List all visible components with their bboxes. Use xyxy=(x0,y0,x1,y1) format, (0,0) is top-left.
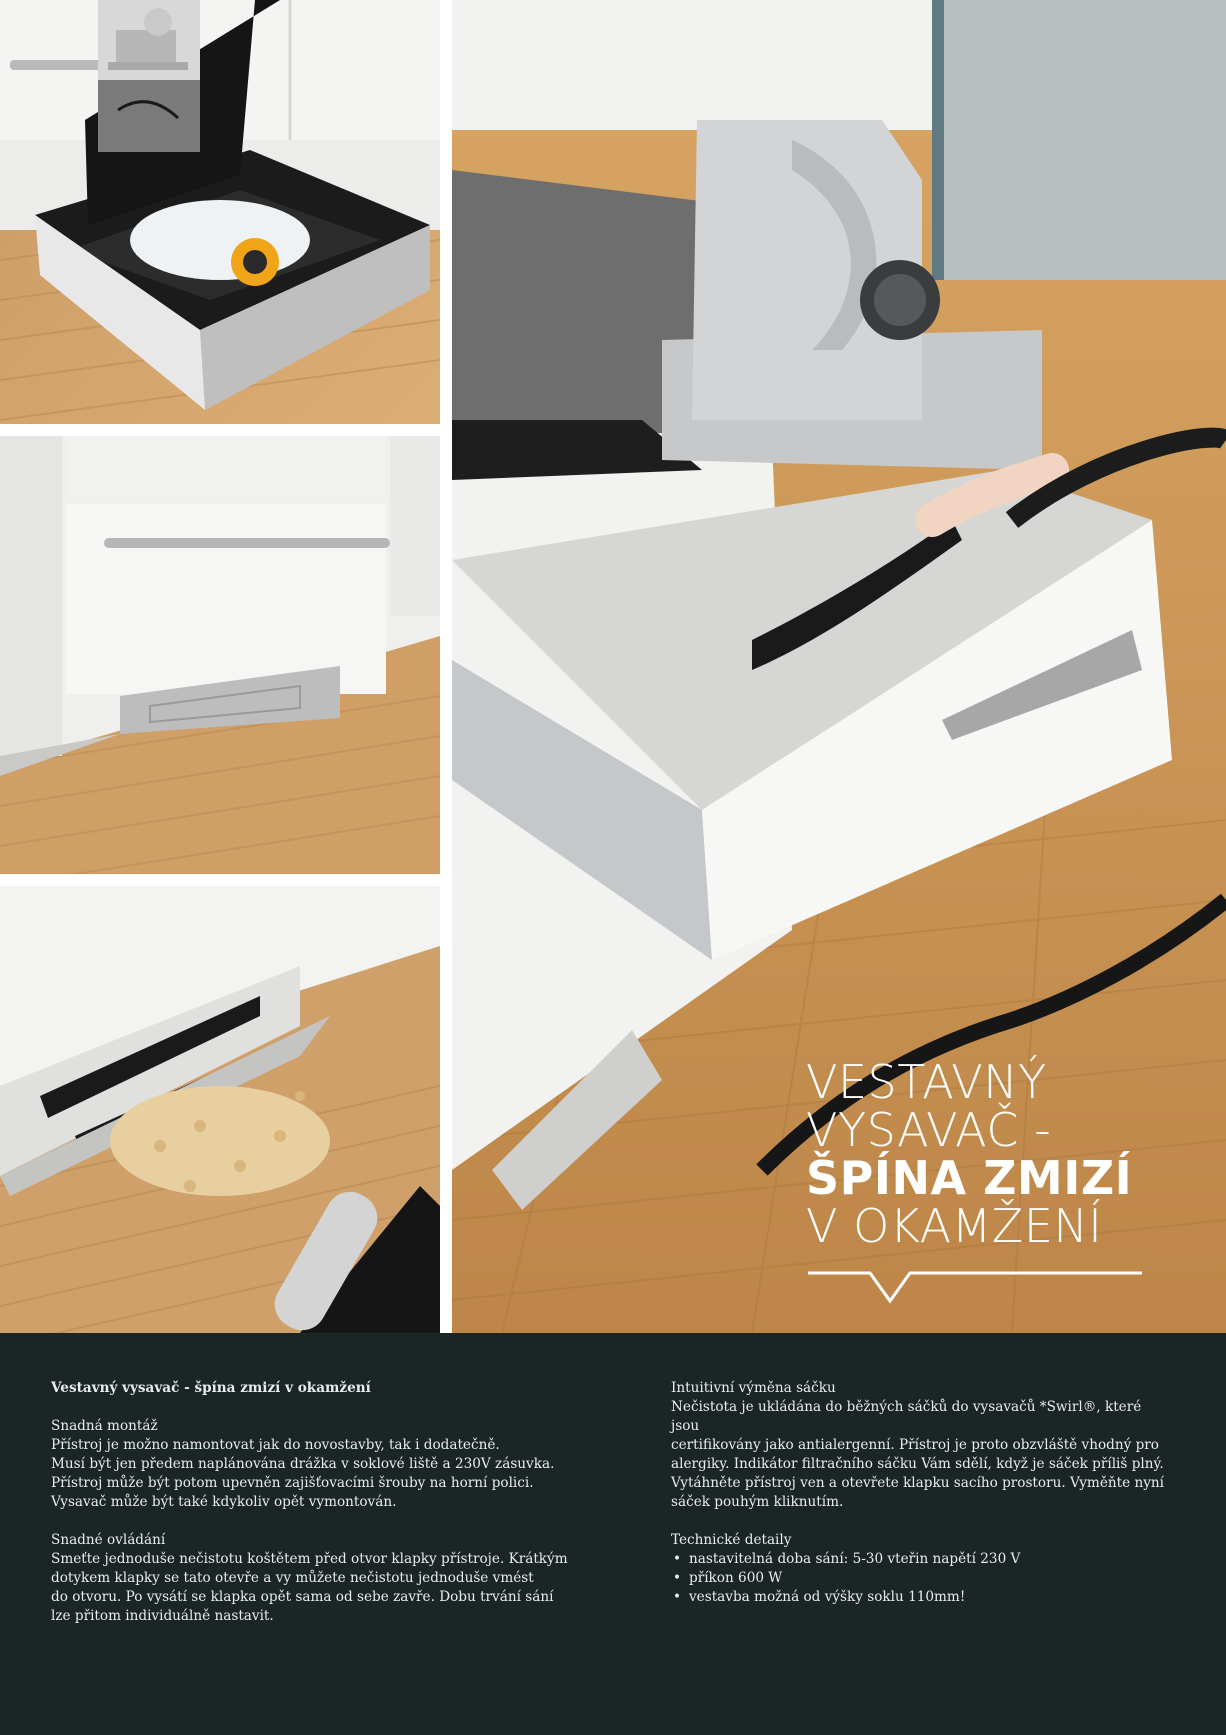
control-line: do otvoru. Po vysátí se klapka opět sama od sebe zavře. Dobu trvání sání xyxy=(51,1589,554,1605)
section-heading-control: Snadné ovládání xyxy=(51,1532,166,1548)
tech-details-list xyxy=(671,1550,1171,1607)
text-column-right xyxy=(671,1379,1171,1607)
photo-toe-kick-drawer xyxy=(0,0,440,424)
bag-line: sáček pouhým kliknutím. xyxy=(671,1494,844,1510)
text-panel xyxy=(0,1333,1226,1735)
mounting-line: Vysavač může být také kdykoliv opět vymontován. xyxy=(51,1494,397,1510)
control-line: Smeťte jednoduše nečistotu koštětem před otvor klapky přístroje. Krátkým xyxy=(51,1551,568,1567)
control-line: dotykem klapky se tato otevře a vy můžete nečistotu jednoduše vmést xyxy=(51,1570,534,1586)
headline xyxy=(806,1055,1146,1253)
section-body-control xyxy=(51,1550,571,1626)
inset-photo-slicer xyxy=(98,0,200,152)
mounting-line: Přístroj je možno namontovat jak do novostavby, tak i dodatečně. xyxy=(51,1437,500,1453)
mounting-line: Přístroj může být potom upevněn zajišťovacími šrouby na horní polici. xyxy=(51,1475,534,1491)
control-line: lze přitom individuálně nastavit. xyxy=(51,1608,274,1624)
section-body-bag xyxy=(671,1398,1171,1512)
section-heading-mounting: Snadná montáž xyxy=(51,1418,158,1434)
bag-line: certifikovány jako antialergenní. Přístroj je proto obzvláště vhodný pro xyxy=(671,1437,1159,1453)
section-heading-tech: Technické detaily xyxy=(671,1532,792,1548)
bag-line: Vytáhněte přístroj ven a otevřete klapku sacího prostoru. Vyměňte nyní xyxy=(671,1475,1164,1491)
headline-line-2: VYSAVAČ - xyxy=(806,1103,1052,1157)
photo-sweeping-debris xyxy=(0,886,440,1333)
section-body-mounting xyxy=(51,1436,571,1512)
headline-line-4: V OKAMŽENÍ xyxy=(806,1199,1103,1253)
bag-line: Nečistota je ukládána do běžných sáčků do vysavačů *Swirl®, které jsou xyxy=(671,1399,1142,1434)
headline-line-3: ŠPÍNA ZMIZÍ xyxy=(806,1151,1133,1205)
mounting-line: Musí být jen předem naplánována drážka v soklové liště a 230V zásuvka. xyxy=(51,1456,555,1472)
headline-arrow-divider xyxy=(808,1271,1142,1307)
headline-line-1: VESTAVNÝ xyxy=(806,1055,1047,1109)
bag-line: alergiky. Indikátor filtračního sáčku Vám sdělí, když je sáček příliš plný. xyxy=(671,1456,1164,1472)
document-title: Vestavný vysavač - špína zmizí v okamžení xyxy=(51,1380,371,1396)
section-heading-bag: Intuitivní výměna sáčku xyxy=(671,1380,836,1396)
tech-detail-item: • nastavitelná doba sání: 5-30 vteřin napětí 230 V xyxy=(671,1550,1171,1569)
photo-closed-cabinet xyxy=(0,436,440,874)
text-column-left xyxy=(51,1379,571,1645)
tech-detail-item: • vestavba možná od výšky soklu 110mm! xyxy=(671,1588,1171,1607)
tech-detail-item: • příkon 600 W xyxy=(671,1569,1171,1588)
